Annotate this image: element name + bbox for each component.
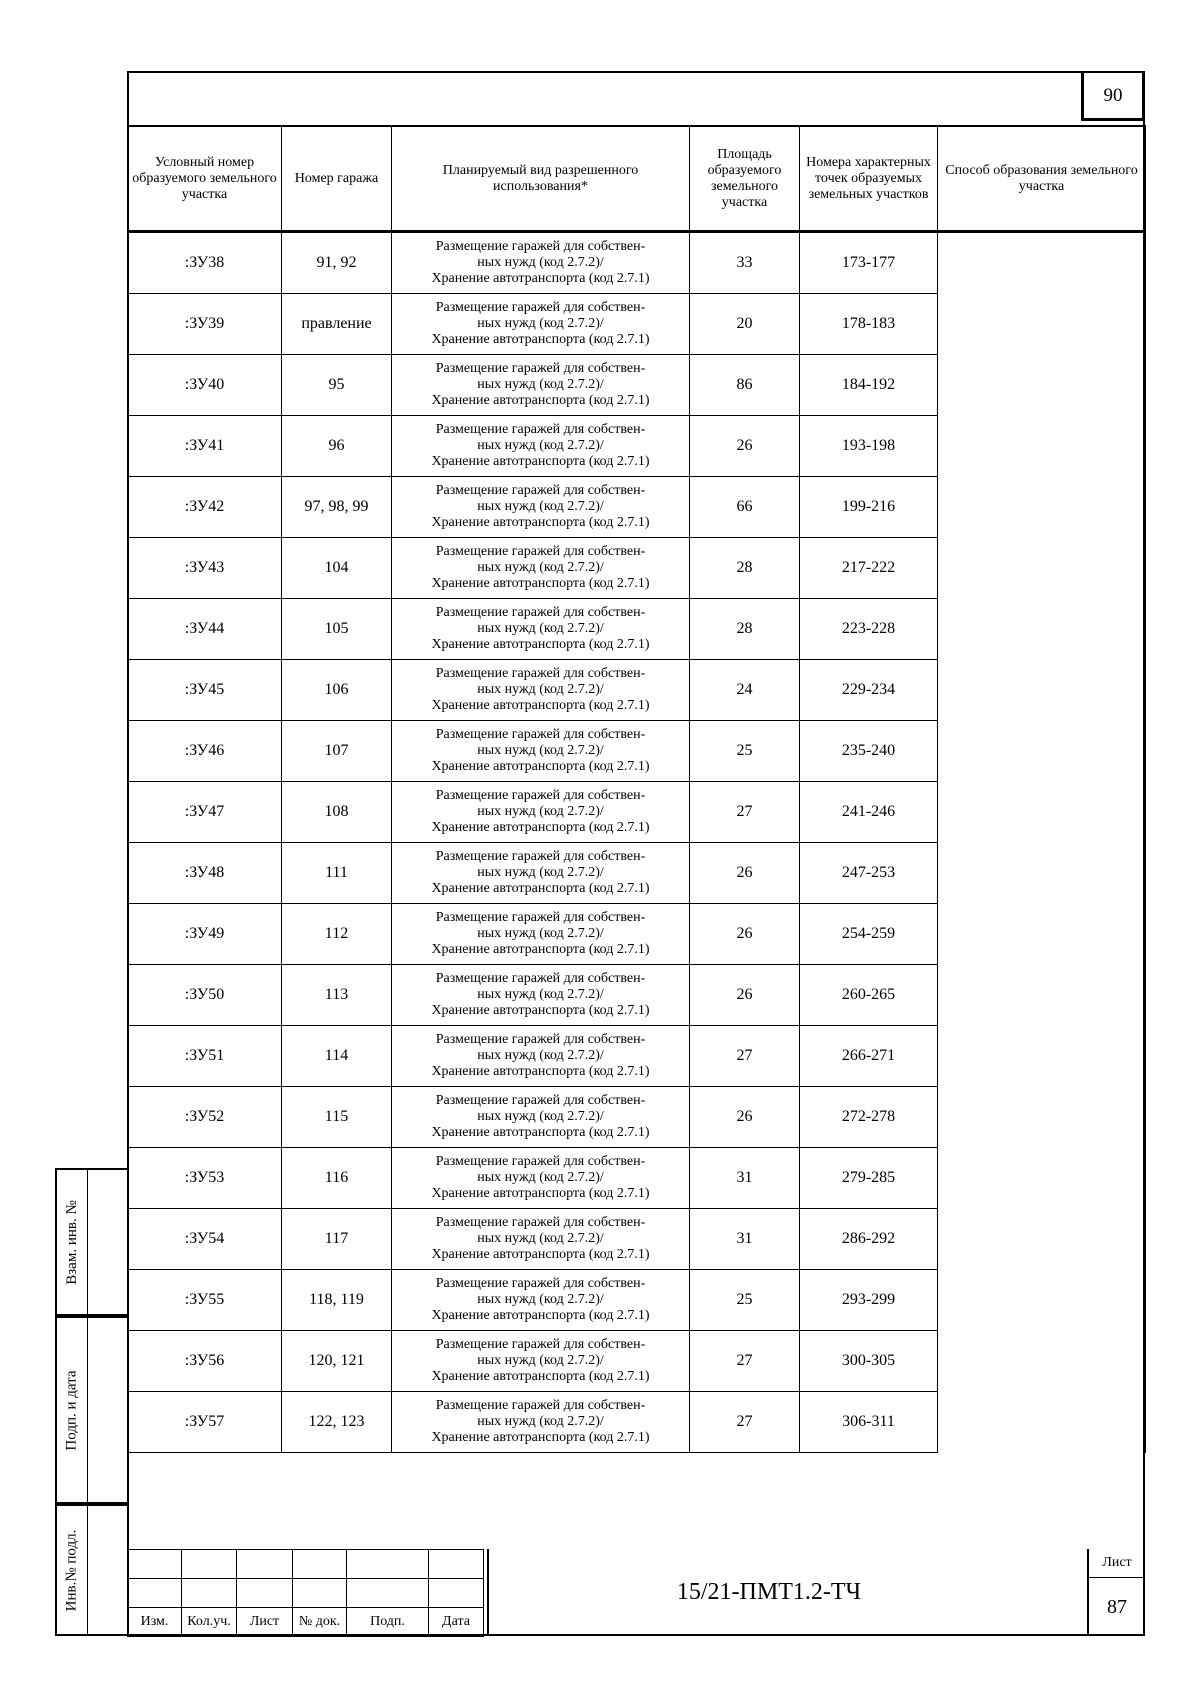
use-text-line3: Хранение автотранспорта (код 2.7.1) xyxy=(431,454,650,469)
cell-points: 247-253 xyxy=(800,843,938,904)
cell-zu: :ЗУ51 xyxy=(128,1026,282,1087)
table-row xyxy=(128,843,1146,904)
land-plots-table xyxy=(127,125,1146,1453)
cell-area: 27 xyxy=(690,782,800,843)
cell-method xyxy=(938,660,1146,721)
side-label-vzam: Взам. инв. № xyxy=(63,1199,80,1285)
cell-method xyxy=(938,721,1146,782)
cell-use xyxy=(392,904,690,965)
stamp-col-label: № док. xyxy=(293,1608,347,1637)
cell-use xyxy=(392,294,690,355)
use-text-line2: ных нужд (код 2.7.2)/ xyxy=(477,743,604,758)
table-row xyxy=(128,660,1146,721)
use-text-line1: Размещение гаражей для собствен- xyxy=(435,1215,646,1230)
cell-method xyxy=(938,965,1146,1026)
header-method: Способ образования земельного участка xyxy=(938,126,1146,232)
use-text-line1: Размещение гаражей для собствен- xyxy=(435,361,646,376)
cell-use xyxy=(392,965,690,1026)
cell-method xyxy=(938,538,1146,599)
cell-method xyxy=(938,232,1146,294)
cell-zu: :ЗУ57 xyxy=(128,1392,282,1453)
header-use: Планируемый вид разрешенного использования* xyxy=(392,126,690,232)
cell-points: 300-305 xyxy=(800,1331,938,1392)
cell-area: 27 xyxy=(690,1392,800,1453)
cell-use xyxy=(392,477,690,538)
cell-use xyxy=(392,599,690,660)
use-text-line3: Хранение автотранспорта (код 2.7.1) xyxy=(431,1186,650,1201)
cell-garage: 108 xyxy=(282,782,392,843)
cell-use xyxy=(392,1270,690,1331)
use-text-line1: Размещение гаражей для собствен- xyxy=(435,1337,646,1352)
cell-use xyxy=(392,721,690,782)
use-text-line2: ных нужд (код 2.7.2)/ xyxy=(477,987,604,1002)
cell-points: 293-299 xyxy=(800,1270,938,1331)
cell-zu: :ЗУ50 xyxy=(128,965,282,1026)
cell-use xyxy=(392,355,690,416)
use-text-line1: Размещение гаражей для собствен- xyxy=(435,727,646,742)
cell-zu: :ЗУ46 xyxy=(128,721,282,782)
use-text-line3: Хранение автотранспорта (код 2.7.1) xyxy=(431,881,650,896)
use-text-line3: Хранение автотранспорта (код 2.7.1) xyxy=(431,1369,650,1384)
table-row xyxy=(128,965,1146,1026)
cell-area: 25 xyxy=(690,1270,800,1331)
cell-area: 28 xyxy=(690,599,800,660)
use-text-line3: Хранение автотранспорта (код 2.7.1) xyxy=(431,942,650,957)
use-text-line2: ных нужд (код 2.7.2)/ xyxy=(477,682,604,697)
use-text-line2: ных нужд (код 2.7.2)/ xyxy=(477,438,604,453)
cell-use xyxy=(392,416,690,477)
use-text-line1: Размещение гаражей для собствен- xyxy=(435,1276,646,1291)
cell-garage: 122, 123 xyxy=(282,1392,392,1453)
use-text-line2: ных нужд (код 2.7.2)/ xyxy=(477,621,604,636)
table-row xyxy=(128,232,1146,294)
cell-points: 279-285 xyxy=(800,1148,938,1209)
cell-points: 266-271 xyxy=(800,1026,938,1087)
use-text-line1: Размещение гаражей для собствен- xyxy=(435,483,646,498)
cell-area: 26 xyxy=(690,965,800,1026)
table-row xyxy=(128,721,1146,782)
cell-use xyxy=(392,1148,690,1209)
cell-garage: 118, 119 xyxy=(282,1270,392,1331)
use-text-line3: Хранение автотранспорта (код 2.7.1) xyxy=(431,271,650,286)
cell-points: 217-222 xyxy=(800,538,938,599)
use-text-line2: ных нужд (код 2.7.2)/ xyxy=(477,1414,604,1429)
header-zu: Условный номер образуемого земельного участка xyxy=(128,126,282,232)
use-text-line1: Размещение гаражей для собствен- xyxy=(435,1093,646,1108)
cell-method xyxy=(938,843,1146,904)
cell-garage: 96 xyxy=(282,416,392,477)
cell-zu: :ЗУ40 xyxy=(128,355,282,416)
use-text-line3: Хранение автотранспорта (код 2.7.1) xyxy=(431,332,650,347)
cell-garage: 104 xyxy=(282,538,392,599)
cell-points: 229-234 xyxy=(800,660,938,721)
cell-garage: 114 xyxy=(282,1026,392,1087)
use-text-line3: Хранение автотранспорта (код 2.7.1) xyxy=(431,1003,650,1018)
header-garage: Номер гаража xyxy=(282,126,392,232)
cell-method xyxy=(938,782,1146,843)
use-text-line3: Хранение автотранспорта (код 2.7.1) xyxy=(431,1247,650,1262)
cell-use xyxy=(392,1331,690,1392)
cell-garage: 113 xyxy=(282,965,392,1026)
cell-zu: :ЗУ43 xyxy=(128,538,282,599)
page-top-number: 90 xyxy=(1081,71,1145,121)
cell-garage: 112 xyxy=(282,904,392,965)
use-text-line3: Хранение автотранспорта (код 2.7.1) xyxy=(431,515,650,530)
use-text-line2: ных нужд (код 2.7.2)/ xyxy=(477,1048,604,1063)
cell-area: 66 xyxy=(690,477,800,538)
cell-zu: :ЗУ39 xyxy=(128,294,282,355)
cell-area: 26 xyxy=(690,416,800,477)
use-text-line3: Хранение автотранспорта (код 2.7.1) xyxy=(431,820,650,835)
cell-points: 184-192 xyxy=(800,355,938,416)
use-text-line1: Размещение гаражей для собствен- xyxy=(435,1032,646,1047)
table-row xyxy=(128,1026,1146,1087)
use-text-line1: Размещение гаражей для собствен- xyxy=(435,605,646,620)
cell-use xyxy=(392,538,690,599)
table-row xyxy=(128,1270,1146,1331)
use-text-line2: ных нужд (код 2.7.2)/ xyxy=(477,865,604,880)
use-text-line3: Хранение автотранспорта (код 2.7.1) xyxy=(431,637,650,652)
side-label-inv: Инв.№ подл. xyxy=(63,1529,80,1611)
cell-points: 193-198 xyxy=(800,416,938,477)
cell-use xyxy=(392,232,690,294)
cell-use xyxy=(392,843,690,904)
cell-points: 260-265 xyxy=(800,965,938,1026)
sheet-label: Лист xyxy=(1089,1549,1145,1578)
use-text-line1: Размещение гаражей для собствен- xyxy=(435,849,646,864)
cell-area: 28 xyxy=(690,538,800,599)
cell-points: 235-240 xyxy=(800,721,938,782)
cell-zu: :ЗУ44 xyxy=(128,599,282,660)
cell-points: 199-216 xyxy=(800,477,938,538)
cell-method xyxy=(938,904,1146,965)
use-text-line1: Размещение гаражей для собствен- xyxy=(435,239,646,254)
cell-area: 24 xyxy=(690,660,800,721)
use-text-line2: ных нужд (код 2.7.2)/ xyxy=(477,499,604,514)
cell-method xyxy=(938,355,1146,416)
use-text-line3: Хранение автотранспорта (код 2.7.1) xyxy=(431,576,650,591)
cell-area: 25 xyxy=(690,721,800,782)
cell-use xyxy=(392,1392,690,1453)
cell-method xyxy=(938,599,1146,660)
cell-points: 306-311 xyxy=(800,1392,938,1453)
cell-use xyxy=(392,1209,690,1270)
use-text-line2: ных нужд (код 2.7.2)/ xyxy=(477,1170,604,1185)
cell-area: 27 xyxy=(690,1026,800,1087)
cell-method xyxy=(938,1209,1146,1270)
cell-zu: :ЗУ47 xyxy=(128,782,282,843)
title-block xyxy=(127,1549,1145,1636)
cell-area: 31 xyxy=(690,1148,800,1209)
cell-use xyxy=(392,782,690,843)
table-row xyxy=(128,1087,1146,1148)
table-row xyxy=(128,416,1146,477)
cell-area: 27 xyxy=(690,1331,800,1392)
cell-garage: 111 xyxy=(282,843,392,904)
table-row xyxy=(128,1148,1146,1209)
stamp-col-label: Подп. xyxy=(347,1608,429,1637)
use-text-line2: ных нужд (код 2.7.2)/ xyxy=(477,1353,604,1368)
cell-method xyxy=(938,1331,1146,1392)
cell-area: 26 xyxy=(690,904,800,965)
use-text-line2: ных нужд (код 2.7.2)/ xyxy=(477,255,604,270)
use-text-line3: Хранение автотранспорта (код 2.7.1) xyxy=(431,698,650,713)
table-row xyxy=(128,1331,1146,1392)
use-text-line1: Размещение гаражей для собствен- xyxy=(435,1154,646,1169)
use-text-line1: Размещение гаражей для собствен- xyxy=(435,300,646,315)
use-text-line2: ных нужд (код 2.7.2)/ xyxy=(477,804,604,819)
stamp-labels-row xyxy=(128,1608,484,1637)
use-text-line1: Размещение гаражей для собствен- xyxy=(435,666,646,681)
cell-zu: :ЗУ42 xyxy=(128,477,282,538)
use-text-line1: Размещение гаражей для собствен- xyxy=(435,544,646,559)
cell-zu: :ЗУ54 xyxy=(128,1209,282,1270)
table-row xyxy=(128,1209,1146,1270)
table-row xyxy=(128,355,1146,416)
cell-area: 20 xyxy=(690,294,800,355)
use-text-line3: Хранение автотранспорта (код 2.7.1) xyxy=(431,1308,650,1323)
cell-garage: 107 xyxy=(282,721,392,782)
use-text-line3: Хранение автотранспорта (код 2.7.1) xyxy=(431,759,650,774)
cell-garage: 115 xyxy=(282,1087,392,1148)
table-row xyxy=(128,294,1146,355)
stamp-col-label: Кол.уч. xyxy=(182,1608,237,1637)
cell-points: 241-246 xyxy=(800,782,938,843)
cell-method xyxy=(938,416,1146,477)
stamp-col-label: Лист xyxy=(237,1608,293,1637)
cell-use xyxy=(392,1087,690,1148)
header-area: Площадь образуемого земельного участка xyxy=(690,126,800,232)
cell-method xyxy=(938,1087,1146,1148)
cell-zu: :ЗУ38 xyxy=(128,232,282,294)
document-code: 15/21-ПМТ1.2-ТЧ xyxy=(487,1549,1049,1636)
cell-zu: :ЗУ41 xyxy=(128,416,282,477)
table-row xyxy=(128,782,1146,843)
cell-use xyxy=(392,1026,690,1087)
side-label-podp: Подп. и дата xyxy=(63,1369,80,1451)
side-block-vzam xyxy=(55,1168,127,1316)
header-points: Номера характерных точек образуемых земельных участков xyxy=(800,126,938,232)
use-text-line1: Размещение гаражей для собствен- xyxy=(435,422,646,437)
use-text-line2: ных нужд (код 2.7.2)/ xyxy=(477,1292,604,1307)
cell-area: 26 xyxy=(690,843,800,904)
cell-points: 223-228 xyxy=(800,599,938,660)
cell-points: 178-183 xyxy=(800,294,938,355)
use-text-line1: Размещение гаражей для собствен- xyxy=(435,1398,646,1413)
cell-area: 86 xyxy=(690,355,800,416)
cell-zu: :ЗУ52 xyxy=(128,1087,282,1148)
cell-points: 286-292 xyxy=(800,1209,938,1270)
cell-area: 31 xyxy=(690,1209,800,1270)
stamp-grid xyxy=(127,1549,484,1637)
cell-method xyxy=(938,1270,1146,1331)
cell-use xyxy=(392,660,690,721)
cell-zu: :ЗУ55 xyxy=(128,1270,282,1331)
cell-zu: :ЗУ53 xyxy=(128,1148,282,1209)
table-row xyxy=(128,538,1146,599)
use-text-line2: ных нужд (код 2.7.2)/ xyxy=(477,316,604,331)
use-text-line1: Размещение гаражей для собствен- xyxy=(435,910,646,925)
table-row xyxy=(128,599,1146,660)
cell-method xyxy=(938,1026,1146,1087)
cell-zu: :ЗУ56 xyxy=(128,1331,282,1392)
sheet-number: 87 xyxy=(1107,1595,1127,1618)
cell-method xyxy=(938,1392,1146,1453)
cell-area: 26 xyxy=(690,1087,800,1148)
use-text-line3: Хранение автотранспорта (код 2.7.1) xyxy=(431,1125,650,1140)
cell-zu: :ЗУ45 xyxy=(128,660,282,721)
cell-points: 272-278 xyxy=(800,1087,938,1148)
use-text-line2: ных нужд (код 2.7.2)/ xyxy=(477,560,604,575)
cell-garage: 106 xyxy=(282,660,392,721)
use-text-line2: ных нужд (код 2.7.2)/ xyxy=(477,926,604,941)
stamp-col-label: Изм. xyxy=(128,1608,182,1637)
cell-garage: 97, 98, 99 xyxy=(282,477,392,538)
use-text-line2: ных нужд (код 2.7.2)/ xyxy=(477,1109,604,1124)
table-row xyxy=(128,477,1146,538)
table-header-row xyxy=(128,126,1146,232)
cell-garage: 116 xyxy=(282,1148,392,1209)
cell-points: 254-259 xyxy=(800,904,938,965)
use-text-line3: Хранение автотранспорта (код 2.7.1) xyxy=(431,1430,650,1445)
cell-zu: :ЗУ49 xyxy=(128,904,282,965)
use-text-line3: Хранение автотранспорта (код 2.7.1) xyxy=(431,393,650,408)
use-text-line2: ных нужд (код 2.7.2)/ xyxy=(477,1231,604,1246)
table-row xyxy=(128,1392,1146,1453)
use-text-line3: Хранение автотранспорта (код 2.7.1) xyxy=(431,1064,650,1079)
cell-garage: 120, 121 xyxy=(282,1331,392,1392)
cell-zu: :ЗУ48 xyxy=(128,843,282,904)
cell-method xyxy=(938,1148,1146,1209)
use-text-line2: ных нужд (код 2.7.2)/ xyxy=(477,377,604,392)
use-text-line1: Размещение гаражей для собствен- xyxy=(435,788,646,803)
use-text-line1: Размещение гаражей для собствен- xyxy=(435,971,646,986)
side-block-inv xyxy=(55,1504,127,1636)
cell-garage: 117 xyxy=(282,1209,392,1270)
table-row xyxy=(128,904,1146,965)
cell-garage: 105 xyxy=(282,599,392,660)
cell-area: 33 xyxy=(690,232,800,294)
cell-method xyxy=(938,294,1146,355)
cell-points: 173-177 xyxy=(800,232,938,294)
side-block-podp xyxy=(55,1316,127,1504)
sheet-box xyxy=(1087,1549,1145,1636)
cell-garage: правление xyxy=(282,294,392,355)
stamp-col-label: Дата xyxy=(429,1608,484,1637)
cell-garage: 95 xyxy=(282,355,392,416)
cell-method xyxy=(938,477,1146,538)
cell-garage: 91, 92 xyxy=(282,232,392,294)
